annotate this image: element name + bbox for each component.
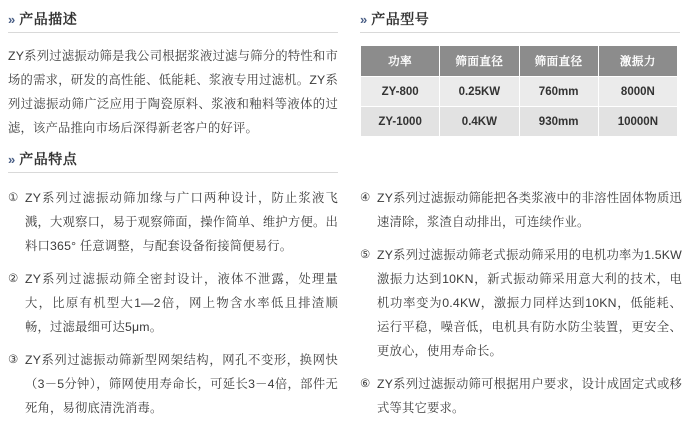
list-item-text: ZY系列过滤振动筛加缘与广口两种设计，防止浆液飞溅，大观察口，易于观察筛面，操作简单、维护方便。出料口365° 任意调整，与配套设备衔接简便易行。	[25, 191, 338, 253]
list-item-text: ZY系列过滤振动筛新型网架结构，网孔不变形，换网快（3－5分钟），筛网使用寿命长，可延长3－4倍，部件无死角，易彻底清洗消毒。	[25, 353, 338, 415]
table-header-row	[361, 46, 678, 77]
list-item-text: ZY系列过滤振动筛能把各类浆液中的非溶性固体物质迅速清除，浆渣自动排出，可连续作业。	[377, 191, 682, 229]
list-item-text: ZY系列过滤振动筛全密封设计，液体不泄露，处理量大，比原有机型大1—2倍，网上物含水率低且排渣顺畅，过滤最细可达5μm。	[25, 272, 338, 334]
table-row	[361, 107, 678, 137]
chevron-right-icon: »	[360, 12, 366, 27]
table-cell: 8000N	[598, 77, 677, 107]
list-item-number: ①	[8, 192, 19, 204]
product-description-section	[8, 12, 338, 140]
description-title: 产品描述	[19, 11, 78, 27]
chevron-right-icon: »	[8, 12, 14, 27]
chevron-right-icon: »	[8, 152, 14, 167]
list-item-number: ②	[8, 273, 19, 285]
model-spec-table	[360, 45, 678, 137]
features-right-column	[360, 186, 682, 429]
list-item-number: ⑤	[360, 249, 371, 261]
table-header-cell: 激振力	[598, 46, 677, 77]
description-heading	[8, 12, 338, 33]
list-item	[8, 267, 338, 339]
list-item-number: ⑥	[360, 378, 371, 390]
features-left-column	[8, 186, 338, 429]
table-cell: 760mm	[519, 77, 598, 107]
list-item-number: ④	[360, 192, 371, 204]
list-item	[360, 372, 682, 420]
table-cell: ZY-1000	[361, 107, 440, 137]
product-model-section	[360, 12, 680, 137]
list-item	[360, 186, 682, 234]
table-cell: 930mm	[519, 107, 598, 137]
list-item	[8, 348, 338, 420]
table-row	[361, 77, 678, 107]
list-item-number: ③	[8, 354, 19, 366]
table-header-cell: 筛面直径	[519, 46, 598, 77]
product-features-section	[8, 152, 338, 173]
list-item	[360, 243, 682, 363]
list-item-text: ZY系列过滤振动筛可根据用户要求，设计成固定式或移式等其它要求。	[377, 377, 682, 415]
table-cell: 0.4KW	[440, 107, 519, 137]
table-cell: ZY-800	[361, 77, 440, 107]
model-title: 产品型号	[371, 11, 430, 27]
features-heading	[8, 152, 338, 173]
list-item	[8, 186, 338, 258]
model-heading	[360, 12, 680, 33]
table-header-cell: 筛面直径	[440, 46, 519, 77]
features-title: 产品特点	[19, 151, 78, 167]
description-body: ZY系列过滤振动筛是我公司根据浆液过滤与筛分的特性和市场的需求，研发的高性能、低能耗、浆液专用过滤机。ZY系列过滤振动筛广泛应用于陶瓷原料、浆液和釉料等液体的过滤，该产品推向市场后深得新老客户的好评。	[8, 49, 338, 135]
table-cell: 10000N	[598, 107, 677, 137]
table-header-cell: 功率	[361, 46, 440, 77]
list-item-text: ZY系列过滤振动筛老式振动筛采用的电机功率为1.5KW激振力达到10KN，新式振动筛采用意大利的技术，电机功率变为0.4KW，激振力同样达到10KN，低能耗、运行平稳，噪音低，电机具有防水防尘装置，更安全、更放心，使用寿命长。	[377, 248, 682, 358]
table-cell: 0.25KW	[440, 77, 519, 107]
